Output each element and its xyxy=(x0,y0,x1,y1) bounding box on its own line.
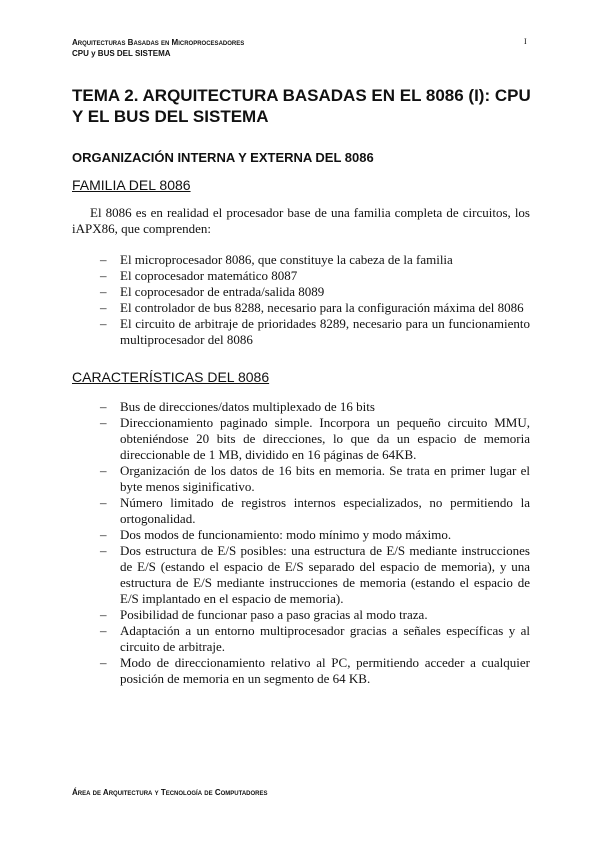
section-heading: ORGANIZACIÓN INTERNA Y EXTERNA DEL 8086 xyxy=(72,150,374,165)
list-item: – El controlador de bus 8288, necesario para la configuración máxima del 8086 xyxy=(120,300,530,316)
header-line-1: Arquitecturas Basadas en Microprocesadores xyxy=(72,38,245,47)
list-item: – Adaptación a un entorno multiprocesador gracias a señales específicas y al circuito de arbitraje. xyxy=(120,623,530,655)
list-item: – Direccionamiento paginado simple. Incorpora un pequeño circuito MMU, obteniéndose 20 bits de direcciones, lo que da un espacio de memoria direccionable de 1 MB, dividido en 16 páginas de 64KB. xyxy=(120,415,530,463)
list-item: – El coprocesador de entrada/salida 8089 xyxy=(120,284,530,300)
list-item: – Dos estructura de E/S posibles: una estructura de E/S mediante instrucciones de E/S (estando el espacio de E/S separado del espacio de memoria), y una estructura de E/S mediante instrucciones de memoria (estando el espacio de E/S implantado en el espacio de memoria). xyxy=(120,543,530,607)
list-item: – Número limitado de registros internos especializados, no permitiendo la ortogonalidad. xyxy=(120,495,530,527)
list-item: – Dos modos de funcionamiento: modo mínimo y modo máximo. xyxy=(120,527,530,543)
familia-list xyxy=(120,252,530,348)
list-item: – El coprocesador matemático 8087 xyxy=(120,268,530,284)
list-item: – Organización de los datos de 16 bits en memoria. Se trata en primer lugar el byte menos siginificativo. xyxy=(120,463,530,495)
list-item: – El microprocesador 8086, que constituye la cabeza de la familia xyxy=(120,252,530,268)
list-item: – Posibilidad de funcionar paso a paso gracias al modo traza. xyxy=(120,607,530,623)
document-title: TEMA 2. ARQUITECTURA BASADAS EN EL 8086 (I): CPU Y EL BUS DEL SISTEMA xyxy=(72,86,531,126)
running-header xyxy=(72,37,244,59)
familia-intro: El 8086 es en realidad el procesador base de una familia completa de circuitos, los iAPX86, que comprenden: xyxy=(72,205,530,236)
caracteristicas-heading: CARACTERÍSTICAS DEL 8086 xyxy=(72,369,270,385)
familia-heading: FAMILIA DEL 8086 xyxy=(72,177,191,193)
list-item: – Modo de direccionamiento relativo al PC, permitiendo acceder a cualquier posición de memoria en un segmento de 64 KB. xyxy=(120,655,530,687)
list-item: – Bus de direcciones/datos multiplexado de 16 bits xyxy=(120,399,530,415)
page-number: I xyxy=(524,37,527,46)
header-line-2: CPU y BUS DEL SISTEMA xyxy=(72,49,171,58)
list-item: – El circuito de arbitraje de prioridades 8289, necesario para un funcionamiento multiprocesador del 8086 xyxy=(120,316,530,348)
caracteristicas-list xyxy=(120,399,530,687)
page-footer: Área de Arquitectura y Tecnología de Computadores xyxy=(72,788,268,797)
